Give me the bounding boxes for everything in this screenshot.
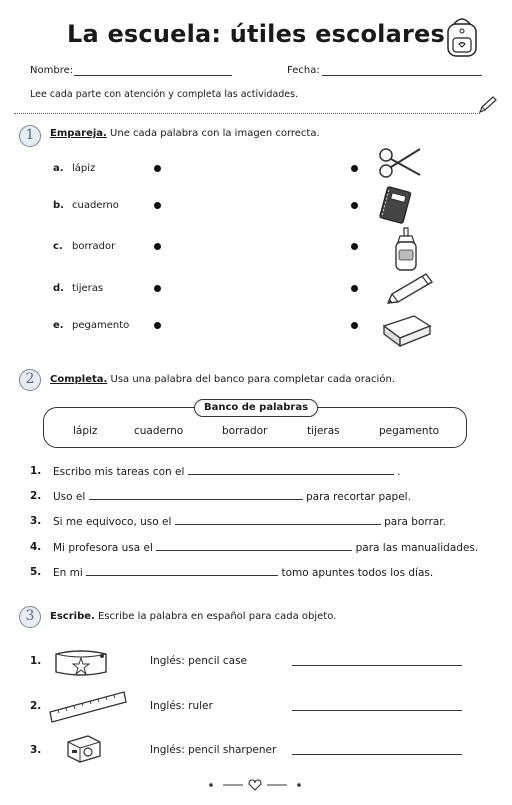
bank-word: pegamento — [379, 425, 440, 437]
match-dot-left[interactable] — [154, 243, 161, 250]
sentence-text-after: tomo apuntes todos los días. — [281, 567, 434, 579]
match-letter: e. — [53, 320, 64, 331]
date-label: Fecha: — [287, 65, 320, 76]
section2-title — [50, 374, 395, 385]
sentence-text-after: para borrar. — [384, 516, 446, 528]
match-letter: b. — [53, 200, 64, 211]
answer-blank[interactable] — [175, 515, 381, 525]
match-word: cuaderno — [72, 200, 119, 211]
word-bank-title: Banco de palabras — [194, 399, 318, 417]
match-letter: d. — [53, 283, 64, 294]
answer-blank[interactable] — [156, 541, 352, 551]
answer-line[interactable] — [292, 754, 462, 755]
section3-title-bold: Escribe. — [50, 611, 95, 622]
match-dot-right[interactable] — [351, 165, 358, 172]
sentence-number: 5. — [30, 566, 42, 578]
pencil-icon — [386, 272, 434, 306]
sharpener-icon — [62, 730, 106, 764]
sentence-text-after: para las manualidades. — [355, 542, 479, 554]
item-number: 3. — [30, 744, 42, 756]
sentence-number: 2. — [30, 490, 42, 502]
answer-line[interactable] — [292, 665, 462, 666]
sentence-text-before: En mi — [53, 567, 83, 579]
match-word: borrador — [72, 241, 116, 252]
date-field[interactable] — [322, 75, 482, 76]
sentence-text-before: Escribo mis tareas con el — [53, 466, 185, 478]
english-word: Inglés: pencil case — [150, 655, 248, 667]
section2-title-bold: Completa. — [50, 374, 108, 385]
match-dot-left[interactable] — [154, 202, 161, 209]
sentence — [53, 465, 400, 478]
page-title: La escuela: útiles escolares — [67, 20, 445, 48]
section1-title — [50, 128, 320, 139]
section1-title-bold: Empareja. — [50, 128, 107, 139]
section1-title-rest: Une cada palabra con la imagen correcta. — [106, 128, 320, 139]
item-number: 2. — [30, 700, 42, 712]
notebook-icon — [378, 186, 412, 226]
instructions: Lee cada parte con atención y completa las actividades. — [30, 89, 299, 100]
sentence-text-before: Uso el — [53, 491, 86, 503]
divider — [14, 113, 480, 114]
sentence-number: 3. — [30, 515, 42, 527]
match-letter: c. — [53, 241, 63, 252]
sentence — [53, 541, 478, 554]
answer-blank[interactable] — [89, 490, 303, 500]
sentence-text-after: para recortar papel. — [305, 491, 411, 503]
backpack-icon — [440, 14, 484, 60]
scissors-icon — [378, 145, 422, 181]
sentence-text-before: Si me equivoco, uso el — [53, 516, 172, 528]
match-dot-right[interactable] — [351, 243, 358, 250]
bank-word: borrador — [222, 425, 268, 437]
section3-title-rest: Escribe la palabra en español para cada objeto. — [94, 611, 337, 622]
english-word: Inglés: pencil sharpener — [150, 744, 277, 756]
name-field[interactable] — [74, 75, 232, 76]
match-dot-left[interactable] — [154, 165, 161, 172]
answer-line[interactable] — [292, 710, 462, 711]
english-word: Inglés: ruler — [150, 700, 213, 712]
answer-blank[interactable] — [86, 566, 278, 576]
match-word: lápiz — [72, 163, 96, 174]
match-word: pegamento — [72, 320, 130, 331]
match-dot-left[interactable] — [154, 285, 161, 292]
glue-icon — [390, 226, 422, 274]
match-dot-right[interactable] — [351, 202, 358, 209]
match-dot-left[interactable] — [154, 322, 161, 329]
section2-title-rest: Usa una palabra del banco para completar cada oración. — [107, 374, 395, 385]
sentence — [53, 515, 446, 528]
sentence — [53, 490, 411, 503]
pencil-case-icon — [50, 644, 112, 680]
section-number-1: 1 — [19, 125, 41, 147]
section-number-3: 3 — [19, 606, 41, 628]
section-number-2: 2 — [19, 369, 41, 391]
match-word: tijeras — [72, 283, 104, 294]
name-label: Nombre: — [30, 65, 74, 76]
sentence-text-after: . — [397, 466, 401, 478]
match-dot-right[interactable] — [351, 285, 358, 292]
sentence — [53, 566, 433, 579]
sentence-number: 4. — [30, 541, 42, 553]
sentence-number: 1. — [30, 465, 42, 477]
item-number: 1. — [30, 655, 42, 667]
section3-title — [50, 611, 336, 622]
bank-word: cuaderno — [134, 425, 184, 437]
pencil-icon — [478, 96, 498, 116]
ruler-icon — [48, 690, 128, 726]
sentence-text-before: Mi profesora usa el — [53, 542, 153, 554]
bank-word: lápiz — [73, 425, 98, 437]
match-dot-right[interactable] — [351, 322, 358, 329]
bank-word: tijeras — [307, 425, 340, 437]
eraser-icon — [380, 312, 434, 348]
answer-blank[interactable] — [188, 465, 394, 475]
match-letter: a. — [53, 163, 64, 174]
footer-ornament — [205, 776, 305, 792]
